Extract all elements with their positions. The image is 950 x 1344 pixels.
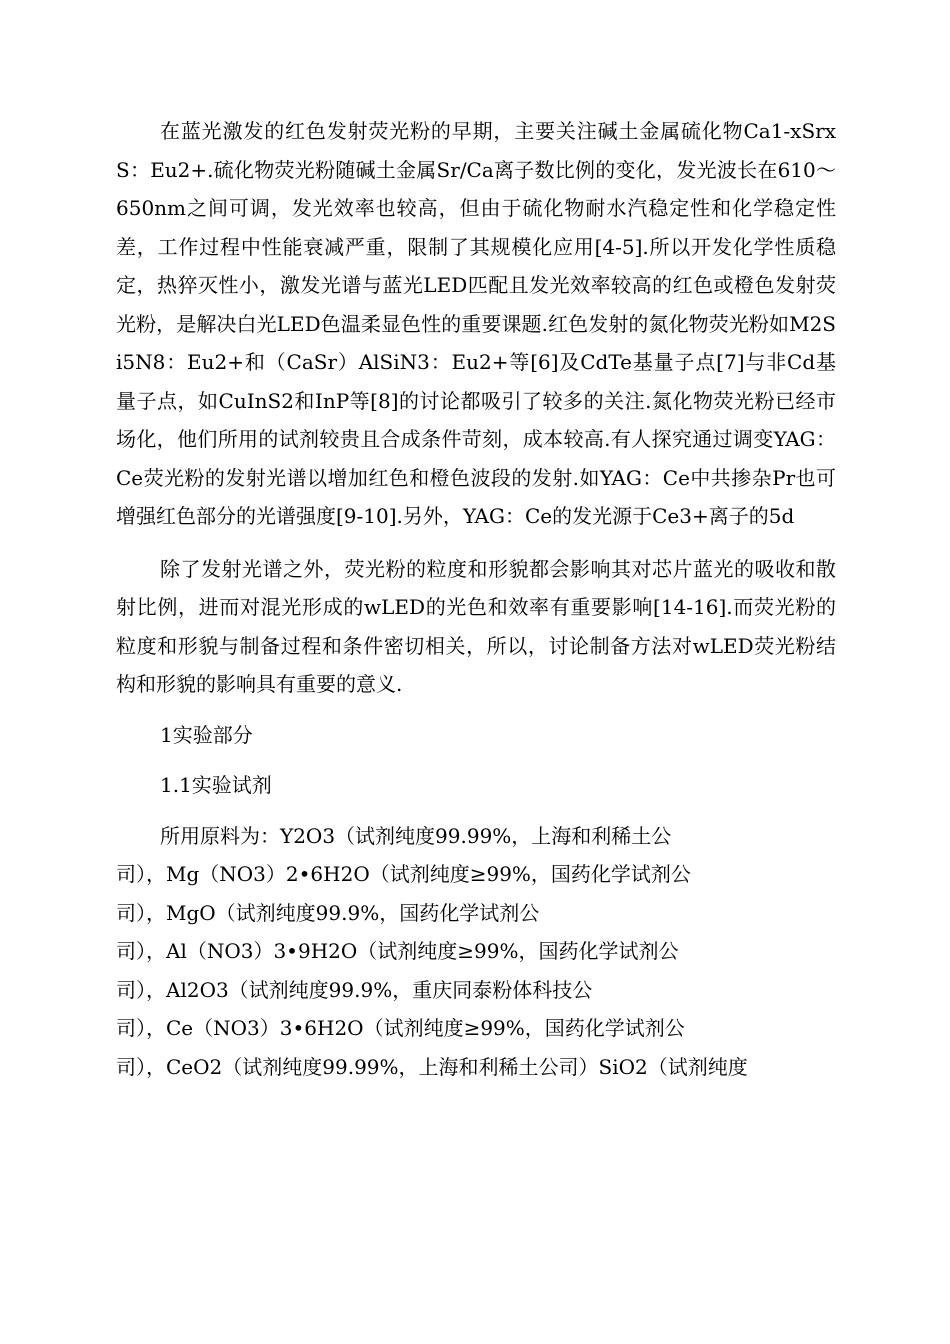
reagent-line: 司），CeO2（试剂纯度99.99%，上海和利稀土公司）SiO2（试剂纯度: [116, 1054, 748, 1079]
reagent-line: 司），Al（NO3）3•9H2O（试剂纯度≥99%，国药化学试剂公: [116, 939, 679, 963]
reagent-list: [116, 817, 836, 1087]
section-heading-experiment: 1实验部分: [160, 722, 253, 747]
paragraph-particle-morphology: 除了发射光谱之外，荧光粉的粒度和形貌都会影响其对芯片蓝光的吸收和散射比例，进而对混光形成的wLED的光色和效率有重要影响[14-16].而荧光粉的粒度和形貌与制备过程和条件密切相关，所以，讨论制备方法对wLED荧光粉结构和形貌的影响具有重要的意义.: [116, 556, 836, 696]
reagent-line: 司），MgO（试剂纯度99.9%，国药化学试剂公: [116, 900, 540, 925]
subsection-heading-reagents: 1.1实验试剂: [160, 773, 272, 797]
reagent-line: 司），Ce（NO3）3•6H2O（试剂纯度≥99%，国药化学试剂公: [116, 1016, 685, 1040]
reagent-line: 所用原料为：Y2O3（试剂纯度99.99%，上海和利稀土公: [160, 823, 672, 848]
reagent-line: 司），Al2O3（试剂纯度99.9%，重庆同泰粉体科技公: [116, 977, 593, 1002]
document-page: [116, 112, 836, 1086]
reagent-line: 司），Mg（NO3）2•6H2O（试剂纯度≥99%，国药化学试剂公: [116, 862, 691, 886]
paragraph-red-phosphor-background: 在蓝光激发的红色发射荧光粉的早期，主要关注碱土金属硫化物Ca1-xSrxS：Eu2+.硫化物荧光粉随碱土金属Sr/Ca离子数比例的变化，发光波长在610～650nm之间可调，发光效率也较高，但由于硫化物耐水汽稳定性和化学稳定性差，工作过程中性能衰减严重，限制了其规模化应用[4-5].所以开发化学性质稳定，热猝灭性小，激发光谱与蓝光LED匹配且发光效率较高的红色或橙色发射荧光粉，是解决白光LED色温柔显色性的重要课题.红色发射的氮化物荧光粉如M2Si5N8：Eu2+和（CaSr）AlSiN3：Eu2+等[6]及CdTe基量子点[7]与非Cd基量子点，如CuInS2和InP等[8]的讨论都吸引了较多的关注.氮化物荧光粉已经市场化，他们所用的试剂较贵且合成条件苛刻，成本较高.有人探究通过调变YAG：Ce荧光粉的发射光谱以增加红色和橙色波段的发射.如YAG：Ce中共掺杂Pr也可增强红色部分的光谱强度[9-10].另外，YAG：Ce的发光源于Ce3+离子的5d: [116, 119, 836, 528]
